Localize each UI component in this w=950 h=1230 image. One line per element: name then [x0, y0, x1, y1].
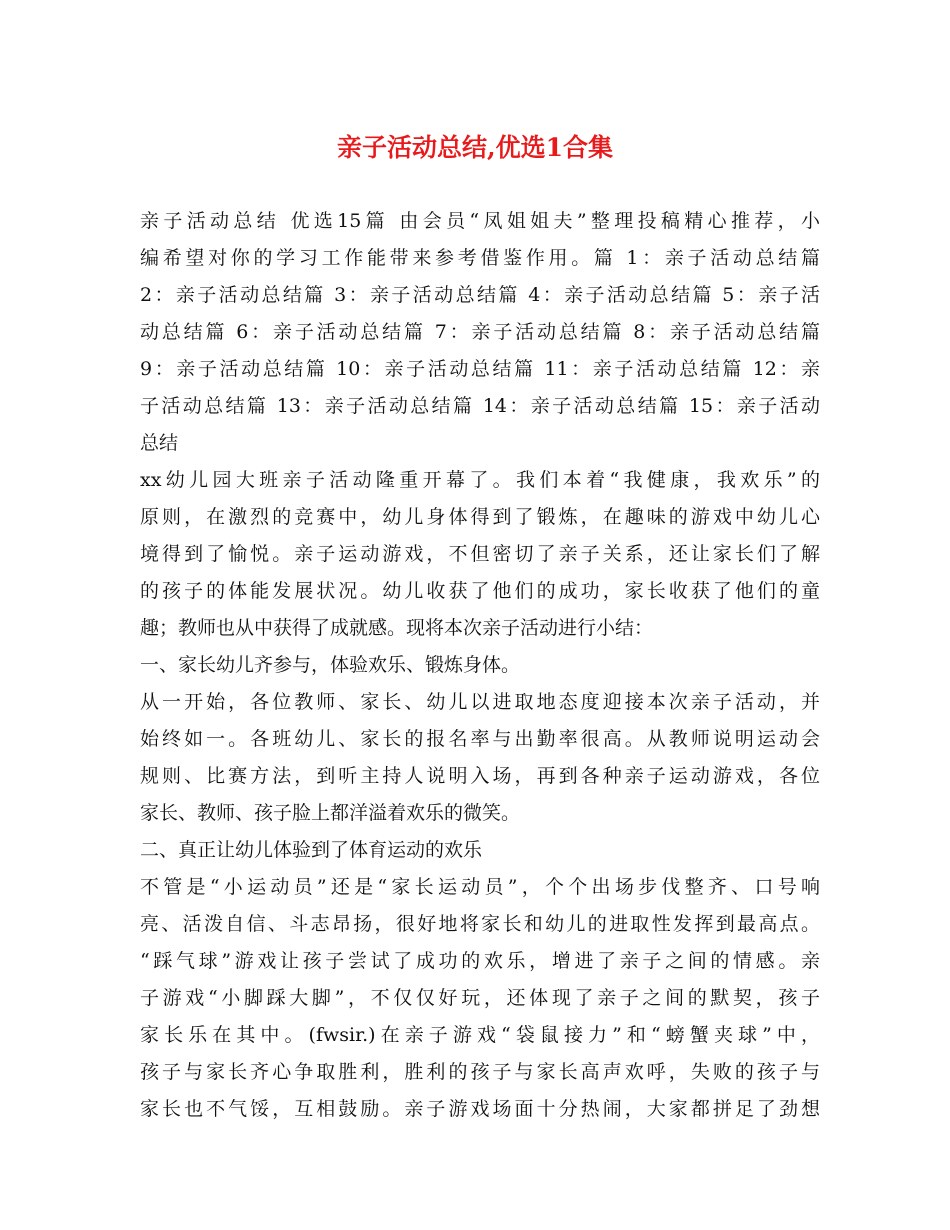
text-line: 规则、比赛方法，到听主持人说明入场，再到各种亲子运动游戏，各位	[140, 765, 820, 787]
text-line: 2：亲子活动总结篇 3：亲子活动总结篇 4：亲子活动总结篇 5：亲子活	[140, 284, 820, 306]
text-line: 总结	[140, 432, 179, 454]
text-line: 从一开始，各位教师、家长、幼儿以进取地态度迎接本次亲子活动，并	[140, 691, 820, 713]
text-line: 始终如一。各班幼儿、家长的报名率与出勤率很高。从教师说明运动会	[140, 728, 820, 750]
text-line: 孩子与家长齐心争取胜利，胜利的孩子与家长高声欢呼，失败的孩子与	[140, 1061, 820, 1083]
text-line: “踩气球”游戏让孩子尝试了成功的欢乐，增进了亲子之间的情感。亲	[140, 950, 820, 972]
text-line: 亲子活动总结 优选15篇 由会员“凤姐姐夫”整理投稿精心推荐，小	[140, 210, 820, 232]
text-line: 9：亲子活动总结篇 10：亲子活动总结篇 11：亲子活动总结篇 12：亲	[140, 358, 820, 380]
text-line: 编希望对你的学习工作能带来参考借鉴作用。篇 1：亲子活动总结篇	[140, 247, 820, 269]
text-line: 家长乐在其中。(fwsir.)在亲子游戏“袋鼠接力”和“螃蟹夹球”中，	[140, 1024, 820, 1046]
text-line: 二、真正让幼儿体验到了体育运动的欢乐	[140, 839, 483, 861]
text-line: 境得到了愉悦。亲子运动游戏，不但密切了亲子关系，还让家长们了解	[140, 543, 820, 565]
text-line: 动总结篇 6：亲子活动总结篇 7：亲子活动总结篇 8：亲子活动总结篇	[140, 321, 820, 343]
text-line: 不管是“小运动员”还是“家长运动员”，个个出场步伐整齐、口号响	[140, 876, 820, 898]
text-line: 的孩子的体能发展状况。幼儿收获了他们的成功，家长收获了他们的童	[140, 580, 820, 602]
document-body	[140, 203, 820, 1128]
text-line: 家长也不气馁，互相鼓励。亲子游戏场面十分热闹，大家都拼足了劲想	[140, 1098, 820, 1120]
text-line: 家长、教师、孩子脸上都洋溢着欢乐的微笑。	[140, 802, 521, 824]
text-line: 子游戏“小脚踩大脚”，不仅仅好玩，还体现了亲子之间的默契，孩子	[140, 987, 820, 1009]
text-line: 一、家长幼儿齐参与，体验欢乐、锻炼身体。	[140, 654, 521, 676]
text-line: 原则，在激烈的竞赛中，幼儿身体得到了锻炼，在趣味的游戏中幼儿心	[140, 506, 820, 528]
text-line: 趣；教师也从中获得了成就感。现将本次亲子活动进行小结：	[140, 617, 654, 639]
text-line: 亮、活泼自信、斗志昂扬，很好地将家长和幼儿的进取性发挥到最高点。	[140, 913, 820, 935]
document-title: 亲子活动总结,优选1合集	[336, 133, 614, 162]
text-line: 子活动总结篇 13：亲子活动总结篇 14：亲子活动总结篇 15：亲子活动	[140, 395, 820, 417]
text-line: xx幼儿园大班亲子活动隆重开幕了。我们本着“我健康，我欢乐”的	[140, 469, 820, 491]
